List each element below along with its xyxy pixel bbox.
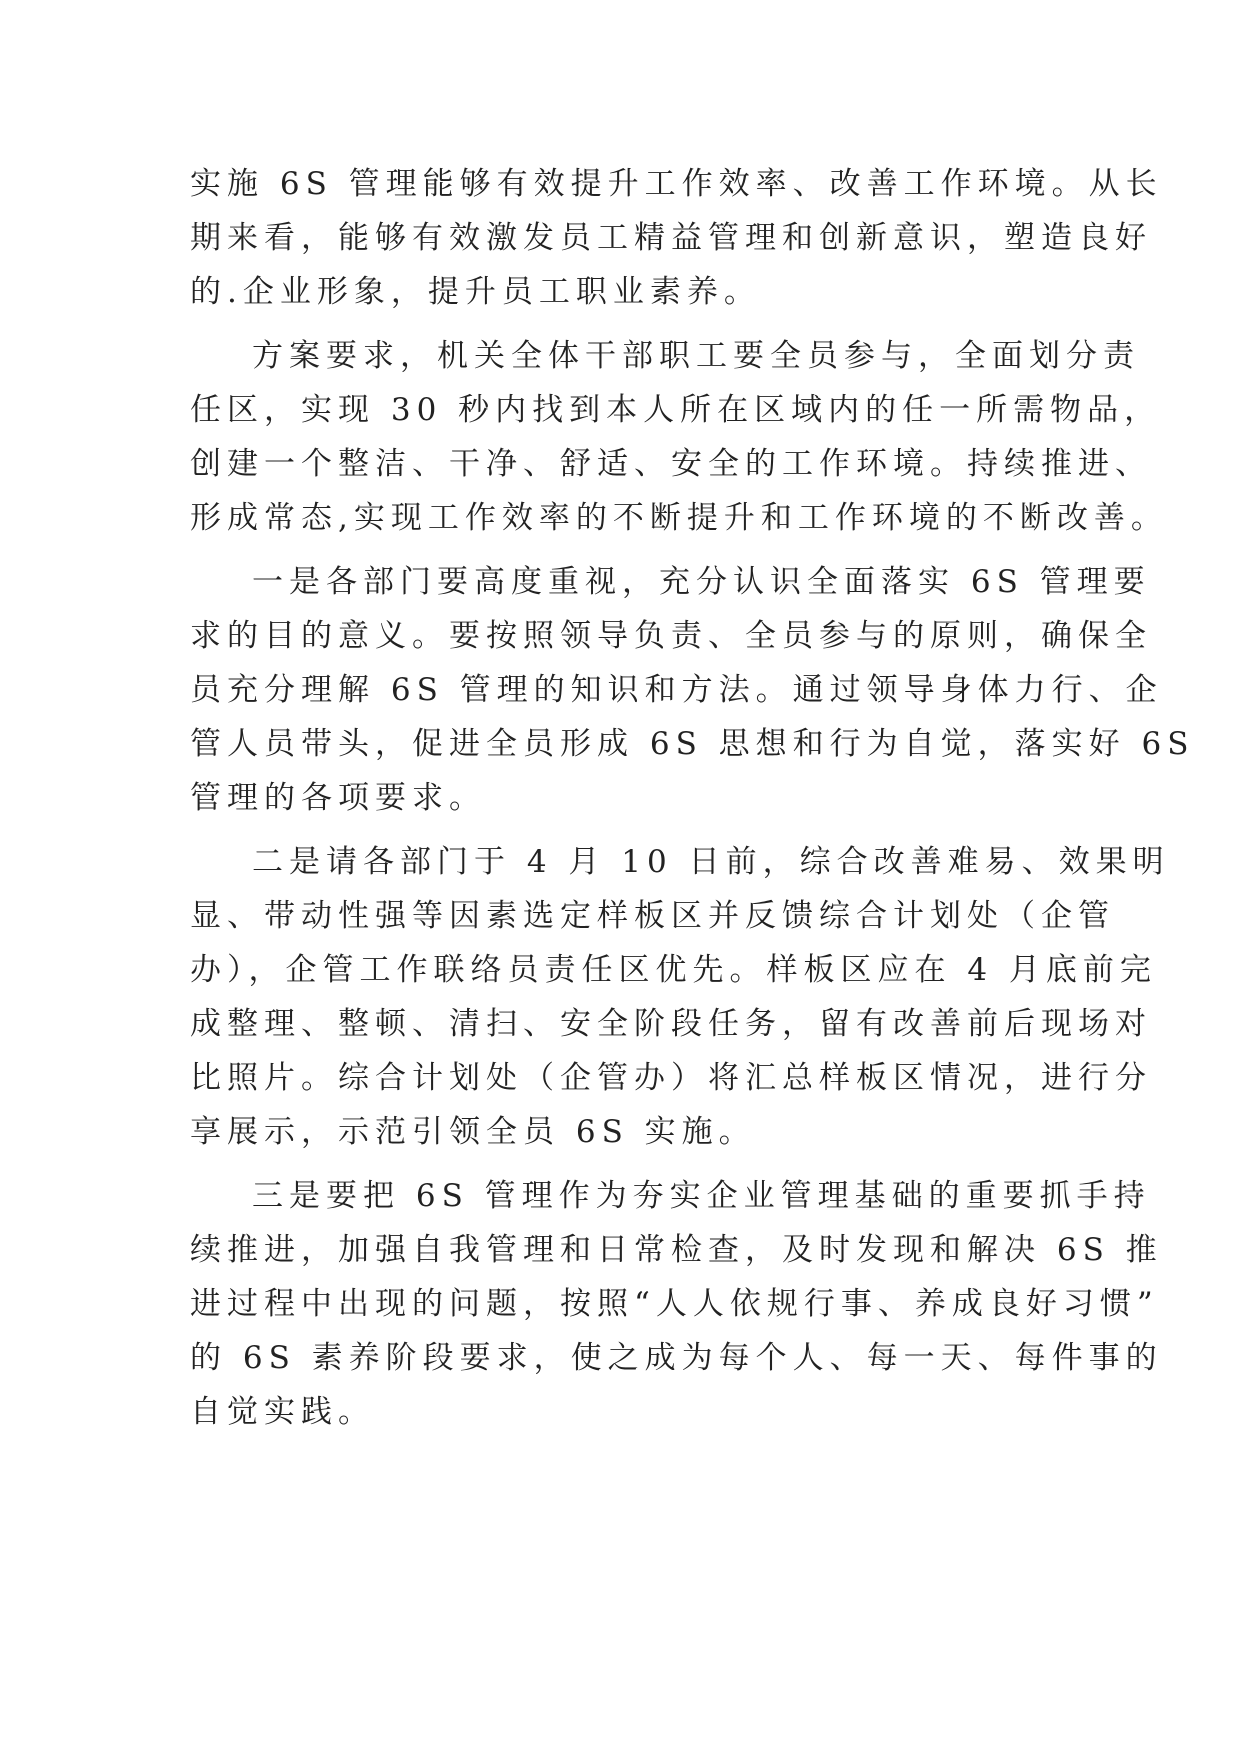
paragraph-point-two-line-1: 二是请各部门于 4 月 10 日前，综合改善难易、效果明 (252, 844, 1170, 880)
paragraph-point-two-line-4: 成整理、整顿、清扫、安全阶段任务，留有改善前后现场对 (190, 1006, 1152, 1042)
paragraph-requirements-line-3: 创建一个整洁、干净、舒适、安全的工作环境。持续推进、 (190, 446, 1152, 482)
paragraph-point-three-line-5: 自觉实践。 (190, 1394, 375, 1430)
paragraph-intro-line-3: 的.企业形象，提升员工职业素养。 (190, 274, 761, 310)
paragraph-point-one-line-4: 管人员带头，促进全员形成 6S 思想和行为自觉，落实好 6S (190, 726, 1195, 762)
paragraph-point-three-line-3: 进过程中出现的问题，按照“人人依规行事、养成良好习惯” (190, 1286, 1159, 1322)
paragraph-point-two-line-2: 显、带动性强等因素选定样板区并反馈综合计划处（企管 (190, 898, 1115, 934)
paragraph-requirements-line-2: 任区，实现 30 秒内找到本人所在区域内的任一所需物品， (190, 392, 1162, 428)
paragraph-point-one-line-5: 管理的各项要求。 (190, 780, 486, 816)
paragraph-point-three-line-1: 三是要把 6S 管理作为夯实企业管理基础的重要抓手持 (252, 1178, 1151, 1214)
paragraph-point-one-line-3: 员充分理解 6S 管理的知识和方法。通过领导身体力行、企 (190, 672, 1163, 708)
paragraph-point-one-line-1: 一是各部门要高度重视，充分认识全面落实 6S 管理要 (252, 564, 1151, 600)
paragraph-point-three-line-2: 续推进，加强自我管理和日常检查，及时发现和解决 6S 推 (190, 1232, 1163, 1268)
paragraph-intro-line-2: 期来看，能够有效激发员工精益管理和创新意识，塑造良好 (190, 220, 1152, 256)
paragraph-point-three-line-4: 的 6S 素养阶段要求，使之成为每个人、每一天、每件事的 (190, 1340, 1163, 1376)
paragraph-point-two-line-3: 办），企管工作联络员责任区优先。样板区应在 4 月底前完 (190, 952, 1157, 988)
paragraph-intro-line-1: 实施 6S 管理能够有效提升工作效率、改善工作环境。从长 (190, 166, 1163, 202)
paragraph-point-two-line-5: 比照片。综合计划处（企管办）将汇总样板区情况，进行分 (190, 1060, 1152, 1096)
paragraph-requirements-line-1: 方案要求，机关全体干部职工要全员参与，全面划分责 (252, 338, 1140, 374)
paragraph-point-two-line-6: 享展示，示范引领全员 6S 实施。 (190, 1114, 756, 1150)
paragraph-requirements-line-4: 形成常态,实现工作效率的不断提升和工作环境的不断改善。 (190, 500, 1168, 536)
paragraph-point-one-line-2: 求的目的意义。要按照领导负责、全员参与的原则，确保全 (190, 618, 1152, 654)
